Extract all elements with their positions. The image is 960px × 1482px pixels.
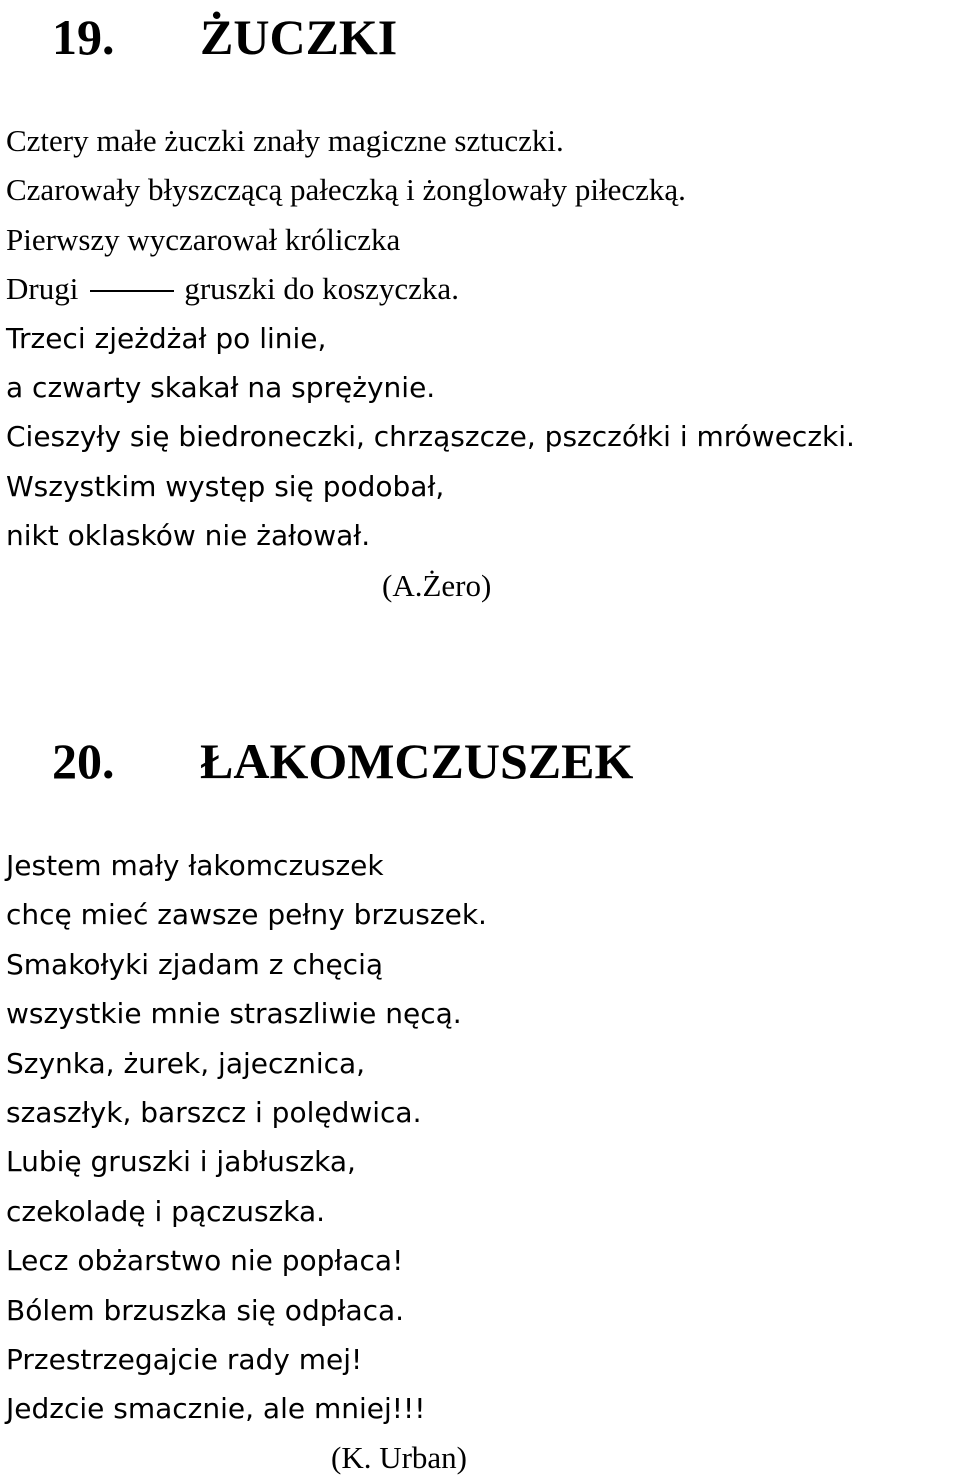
poem-20-line: Lubię gruszki i jabłuszka, (6, 1145, 356, 1179)
poem-19-line: Wszystkim występ się podobał, (6, 469, 445, 503)
poem-19-line: Cztery małe żuczki znały magiczne sztuczki. (6, 123, 564, 158)
poem-19-title: ŻUCZKI (200, 9, 398, 65)
poem-20-line: Bólem brzuszka się odpłaca. (6, 1293, 405, 1327)
poem-20-line: Przestrzegajcie rady mej! (6, 1342, 363, 1376)
poem-19-line: Trzeci zjeżdżał po linie, (6, 321, 327, 355)
poem-19-verses (6, 116, 855, 561)
poem-20-line: Jedzcie smacznie, ale mniej!!! (6, 1392, 426, 1426)
poem-20-line: Szynka, żurek, jajecznica, (6, 1046, 366, 1080)
poem-20-line: wszystkie mnie straszliwie nęcą. (6, 997, 462, 1031)
poem-19-line: Cieszyły się biedroneczki, chrząszcze, pszczółki i mróweczki. (6, 420, 855, 454)
poem-19-heading (52, 9, 398, 65)
poem-19-line: nikt oklasków nie żałował. (6, 519, 371, 553)
poem-20-line: Jestem mały łakomczuszek (6, 849, 384, 882)
poem-20-title: ŁAKOMCZUSZEK (200, 733, 634, 789)
poem-20-line: chcę mieć zawsze pełny brzuszek. (6, 898, 487, 932)
poem-19-author: (A.Żero) (382, 568, 492, 603)
poem-19-line (6, 264, 855, 313)
poem-19-line-part: gruszki do koszyczka. (184, 271, 459, 307)
poem-20-line: szaszłyk, barszcz i polędwica. (6, 1095, 422, 1129)
poem-19-line-part: Drugi (6, 271, 79, 307)
poem-20-number: 20. (52, 733, 115, 789)
poem-20-line: Smakołyki zjadam z chęcią (6, 947, 384, 981)
poem-20-line: Lecz obżarstwo nie popłaca! (6, 1244, 404, 1278)
poem-20-verses (6, 841, 487, 1434)
poem-19-line: a czwarty skakał na sprężynie. (6, 370, 436, 404)
poem-20-author: (K. Urban) (331, 1440, 468, 1475)
poem-19-line: Pierwszy wyczarował króliczka (6, 221, 401, 257)
em-dash (90, 290, 174, 292)
poem-19-number: 19. (52, 9, 115, 65)
poem-19-line: Czarowały błyszczącą pałeczką i żonglowały piłeczką. (6, 172, 686, 208)
poem-20-line: czekoladę i pączuszka. (6, 1194, 326, 1228)
poem-20-heading (52, 733, 634, 789)
